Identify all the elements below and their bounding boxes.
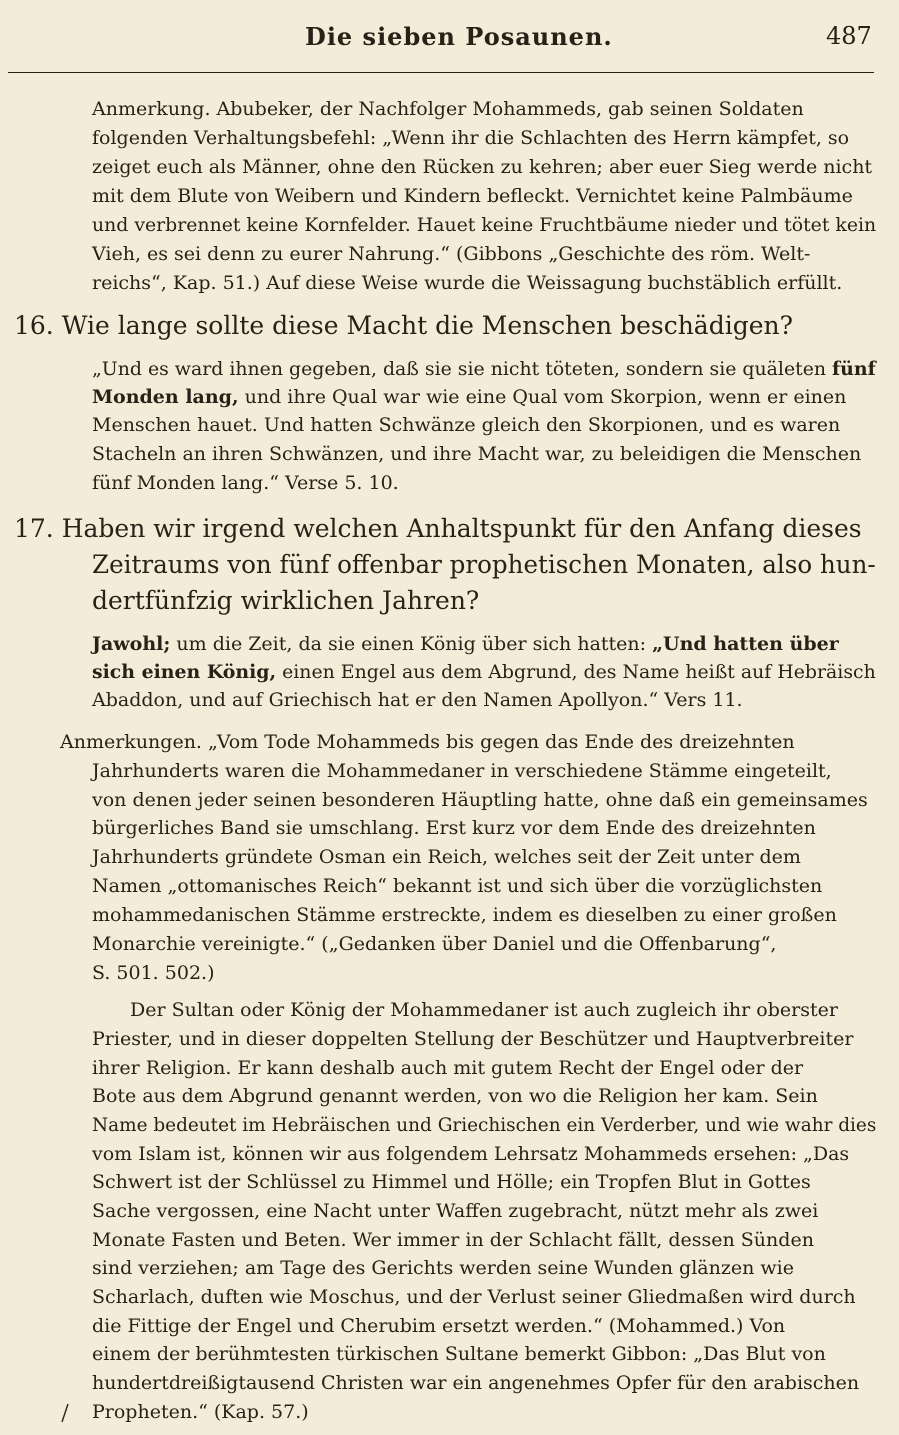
text-line: Vieh, es sei denn zu eurer Nahrung.“ (Gibbons „Geschichte des röm. Welt- — [92, 243, 811, 265]
text-line: Sache vergossen, eine Nacht unter Waffen zugebracht, nützt mehr als zwei — [92, 1200, 819, 1222]
text-line: die Fittige der Engel und Cherubim ersetzt werden.“ (Mohammed.) Von — [92, 1315, 786, 1337]
text-line: reichs“, Kap. 51.) Auf diese Weise wurde die Weissagung buchstäblich erfüllt. — [92, 272, 843, 294]
text-line: Bote aus dem Abgrund genannt werden, von wo die Religion her kam. Sein — [92, 1085, 818, 1107]
text-line: S. 501. 502.) — [92, 962, 215, 984]
text-line: Propheten.“ (Kap. 57.) — [92, 1401, 309, 1423]
text-span: „Und es ward ihnen gegeben, daß sie sie nicht töteten, sondern sie quäleten — [92, 358, 833, 380]
margin-stroke-mark — [60, 1402, 70, 1424]
text-line: Scharlach, duften wie Moschus, und der Verlust seiner Gliedmaßen wird durch — [92, 1286, 856, 1308]
text-line: bürgerliches Band sie umschlang. Erst kurz vor dem Ende des dreizehnten — [92, 817, 816, 839]
text-line — [92, 385, 846, 409]
text-line: von denen jeder seinen besonderen Häuptling hatte, ohne daß ein gemeinsames — [92, 789, 868, 811]
question-line: Zeitraums von fünf offenbar prophetischen Monaten, also hun- — [92, 550, 876, 579]
emphasis-text: sich einen König, — [92, 661, 277, 683]
header-rule — [8, 72, 874, 73]
page-header-title: Die sieben Posaunen. — [305, 22, 613, 51]
text-line — [92, 357, 876, 381]
text-line: Jahrhunderts gründete Osman ein Reich, welches seit der Zeit unter dem — [92, 846, 801, 868]
text-line — [92, 660, 876, 684]
text-line: Jahrhunderts waren die Mohammedaner in verschiedene Stämme eingeteilt, — [92, 760, 832, 782]
text-line: mit dem Blute von Weibern und Kindern befleckt. Vernichtet keine Palmbäume — [92, 185, 853, 207]
text-line: Stacheln an ihren Schwänzen, und ihre Macht war, zu beleidigen die Menschen — [92, 443, 862, 465]
text-line — [92, 632, 839, 656]
text-span: einen Engel aus dem Abgrund, des Name heißt auf Hebräisch — [276, 661, 876, 683]
text-line: fünf Monden lang.“ Verse 5. 10. — [92, 472, 399, 494]
running-head — [0, 22, 899, 62]
text-line: Der Sultan oder König der Mohammedaner ist auch zugleich ihr oberster — [130, 999, 838, 1021]
text-line: Monarchie vereinigte.“ („Gedanken über Daniel und die Offenbarung“, — [92, 933, 777, 955]
text-line: vom Islam ist, können wir aus folgendem Lehrsatz Mohammeds ersehen: „Das — [92, 1143, 850, 1165]
emphasis-text: Jawohl; — [92, 633, 171, 655]
emphasis-text: Monden lang, — [92, 386, 239, 408]
emphasis-text: fünf — [832, 358, 876, 380]
text-line: hundertdreißigtausend Christen war ein angenehmes Opfer für den arabischen — [92, 1372, 860, 1394]
question-16: 16. Wie lange sollte diese Macht die Menschen beschädigen? — [14, 311, 794, 340]
emphasis-text: „Und hatten über — [652, 633, 839, 655]
text-line: einem der berühmtesten türkischen Sultane bemerkt Gibbon: „Das Blut von — [92, 1343, 826, 1365]
text-line: Monate Fasten und Beten. Wer immer in der Schlacht fällt, dessen Sünden — [92, 1229, 814, 1251]
text-line: Namen „ottomanisches Reich“ bekannt ist und sich über die vorzüglichsten — [92, 875, 823, 897]
question-line: 17. Haben wir irgend welchen Anhaltspunkt für den Anfang dieses — [14, 514, 862, 543]
text-line: sind verziehen; am Tage des Gerichts werden seine Wunden glänzen wie — [92, 1257, 794, 1279]
text-span: und ihre Qual war wie eine Qual vom Skorpion, wenn er einen — [238, 386, 847, 408]
text-line: Abaddon, und auf Griechisch hat er den Namen Apollyon.“ Vers 11. — [92, 689, 743, 711]
text-line: mohammedanischen Stämme erstreckte, indem es dieselben zu einer großen — [92, 904, 837, 926]
question-line: dertfünfzig wirklichen Jahren? — [92, 586, 480, 615]
text-line: Anmerkungen. „Vom Tode Mohammeds bis gegen das Ende des dreizehnten — [60, 731, 795, 753]
text-line: Anmerkung. Abubeker, der Nachfolger Mohammeds, gab seinen Soldaten — [92, 98, 804, 120]
text-span: um die Zeit, da sie einen König über sich hatten: — [170, 633, 653, 655]
text-line: folgenden Verhaltungsbefehl: „Wenn ihr die Schlachten des Herrn kämpfet, so — [92, 127, 850, 149]
text-line: Name bedeutet im Hebräischen und Griechischen ein Verderber, und wie wahr dies — [92, 1114, 877, 1136]
text-line: ihrer Religion. Er kann deshalb auch mit gutem Recht der Engel oder der — [92, 1057, 804, 1079]
text-line: zeiget euch als Männer, ohne den Rücken zu kehren; aber euer Sieg werde nicht — [92, 156, 873, 178]
text-line: Schwert ist der Schlüssel zu Himmel und Hölle; ein Tropfen Blut in Gottes — [92, 1171, 811, 1193]
text-line: und verbrennet keine Kornfelder. Hauet keine Fruchtbäume nieder und tötet kein — [92, 214, 877, 236]
text-line: Priester, und in dieser doppelten Stellung der Beschützer und Hauptverbreiter — [92, 1028, 854, 1050]
page-number: 487 — [826, 22, 872, 50]
text-line: Menschen hauet. Und hatten Schwänze gleich den Skorpionen, und es waren — [92, 414, 841, 436]
